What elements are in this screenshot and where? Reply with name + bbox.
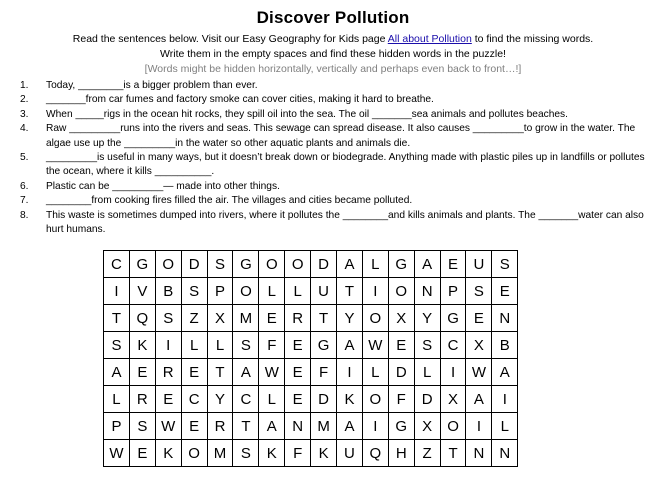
grid-cell[interactable]: O [440,413,466,440]
grid-cell[interactable]: Z [414,440,440,467]
grid-cell[interactable]: L [492,413,518,440]
grid-cell[interactable]: S [233,332,259,359]
grid-cell[interactable]: M [207,440,233,467]
grid-cell[interactable]: F [388,386,414,413]
question-number: 4. [20,123,29,135]
grid-cell[interactable]: W [259,359,285,386]
grid-cell[interactable]: I [492,386,518,413]
grid-cell[interactable]: Y [414,305,440,332]
grid-cell[interactable]: I [155,332,181,359]
question-item [20,108,650,122]
grid-cell[interactable]: S [414,332,440,359]
grid-cell[interactable]: W [466,359,492,386]
question-text: Raw _________runs into the rivers and seas. This sewage can spread disease. It also causes _________to grow in the water. The algae use up the _________in the water so other aquatic plants and animals die. [46,123,636,149]
grid-row [104,251,518,278]
grid-cell[interactable]: E [259,305,285,332]
grid-cell[interactable]: O [362,386,388,413]
grid-cell[interactable]: L [285,278,311,305]
grid-cell[interactable]: M [233,305,259,332]
grid-cell[interactable]: E [129,440,155,467]
grid-cell[interactable]: E [129,359,155,386]
hint-note: [Words might be hidden horizontally, vertically and perhaps even back to front…!] [144,63,522,75]
question-item [20,194,650,208]
question-text: This waste is sometimes dumped into rivers, where it pollutes the ________and kills animals and plants. The _______water can also hurt humans. [46,209,644,236]
grid-cell[interactable]: I [440,359,466,386]
grid-cell[interactable]: N [492,305,518,332]
grid-cell[interactable]: S [104,332,130,359]
grid-cell[interactable]: C [233,386,259,413]
grid-cell[interactable]: U [337,440,363,467]
grid-cell[interactable]: U [311,278,337,305]
grid-cell[interactable]: X [388,305,414,332]
grid-row [104,305,518,332]
grid-cell[interactable]: A [414,251,440,278]
grid-cell[interactable]: E [181,413,207,440]
grid-cell[interactable]: Q [129,305,155,332]
question-number: 8. [20,209,29,221]
grid-cell[interactable]: I [466,413,492,440]
grid-cell[interactable]: N [492,440,518,467]
grid-cell[interactable]: E [181,359,207,386]
grid-cell[interactable]: R [207,413,233,440]
instructions-line-2: Write them in the empty spaces and find these hidden words in the puzzle! [160,48,506,60]
grid-cell[interactable]: G [311,332,337,359]
grid-cell[interactable]: E [388,332,414,359]
grid-cell[interactable]: G [388,251,414,278]
grid-cell[interactable]: L [259,386,285,413]
grid-cell[interactable]: X [414,413,440,440]
grid-cell[interactable]: D [311,386,337,413]
grid-cell[interactable]: F [285,440,311,467]
grid-cell[interactable]: P [207,278,233,305]
grid-cell[interactable]: O [155,251,181,278]
question-number: 5. [20,152,29,164]
grid-cell[interactable]: S [155,305,181,332]
grid-cell[interactable]: L [104,386,130,413]
grid-cell[interactable]: V [129,278,155,305]
grid-cell[interactable]: K [259,440,285,467]
grid-cell[interactable]: W [104,440,130,467]
question-text: When _____rigs in the ocean hit rocks, they spill oil into the sea. The oil _______sea animals and pollutes beaches. [46,108,568,120]
grid-cell[interactable]: E [155,386,181,413]
grid-row [104,386,518,413]
grid-cell[interactable]: G [233,251,259,278]
grid-cell[interactable]: Y [337,305,363,332]
grid-row [104,332,518,359]
grid-cell[interactable]: B [492,332,518,359]
grid-cell[interactable]: A [337,413,363,440]
grid-cell[interactable]: O [181,440,207,467]
question-number: 1. [20,80,29,91]
grid-cell[interactable]: O [362,305,388,332]
grid-cell[interactable]: T [233,413,259,440]
grid-cell[interactable]: H [388,440,414,467]
grid-cell[interactable]: A [492,359,518,386]
grid-cell[interactable]: F [259,332,285,359]
grid-cell[interactable]: T [440,440,466,467]
grid-cell[interactable]: N [414,278,440,305]
grid-cell[interactable]: L [362,251,388,278]
grid-cell[interactable]: E [285,332,311,359]
grid-cell[interactable]: I [362,413,388,440]
grid-cell[interactable]: X [207,305,233,332]
grid-cell[interactable]: L [362,359,388,386]
instructions-text-end: to find the missing words. [471,33,594,45]
grid-cell[interactable]: A [259,413,285,440]
grid-cell[interactable]: K [311,440,337,467]
grid-cell[interactable]: B [155,278,181,305]
pollution-page-link[interactable]: All about Pollution [387,33,472,45]
instructions-line-1 [0,32,666,47]
instructions [0,32,666,77]
grid-row [104,413,518,440]
question-item [20,79,650,93]
grid-cell[interactable]: A [337,251,363,278]
question-number: 2. [20,94,29,106]
grid-cell[interactable]: L [207,332,233,359]
grid-cell[interactable]: N [285,413,311,440]
instructions-text: Read the sentences below. Visit our Easy Geography for Kids page [72,33,388,45]
grid-cell[interactable]: F [311,359,337,386]
grid-cell[interactable]: G [129,251,155,278]
grid-cell[interactable]: L [181,332,207,359]
grid-cell[interactable]: O [285,251,311,278]
grid-cell[interactable]: C [181,386,207,413]
question-text: Plastic can be _________— made into other things. [46,180,280,192]
grid-row [104,359,518,386]
word-search-grid [103,250,518,467]
question-item [20,151,650,180]
grid-cell[interactable]: O [388,278,414,305]
grid-cell[interactable]: R [285,305,311,332]
grid-cell[interactable]: E [492,278,518,305]
grid-cell[interactable]: C [440,332,466,359]
grid-cell[interactable]: M [311,413,337,440]
grid-cell[interactable]: D [311,251,337,278]
question-number: 6. [20,180,29,192]
grid-cell[interactable]: W [362,332,388,359]
question-item [20,93,650,107]
question-item [20,122,650,151]
grid-cell[interactable]: A [337,332,363,359]
question-item [20,209,650,238]
grid-cell[interactable]: I [362,278,388,305]
question-text: ________from cooking fires filled the air. The villages and cities became polluted. [46,195,413,207]
grid-cell[interactable]: T [311,305,337,332]
grid-cell[interactable]: A [466,386,492,413]
grid-cell[interactable]: T [207,359,233,386]
grid-cell[interactable]: C [104,251,130,278]
grid-cell[interactable]: K [155,440,181,467]
question-number: 3. [20,108,29,120]
grid-cell[interactable]: N [466,440,492,467]
grid-cell[interactable]: E [466,305,492,332]
grid-cell[interactable]: K [337,386,363,413]
grid-cell[interactable]: D [388,359,414,386]
grid-cell[interactable]: A [104,359,130,386]
grid-cell[interactable]: P [440,278,466,305]
question-number: 7. [20,195,29,207]
grid-cell[interactable]: S [466,278,492,305]
page-title: Discover Pollution [256,8,410,27]
grid-cell[interactable]: S [492,251,518,278]
grid-cell[interactable]: S [129,413,155,440]
question-text: Today, ________is a bigger problem than ever. [46,80,258,91]
grid-cell[interactable]: L [259,278,285,305]
grid-cell[interactable]: X [440,386,466,413]
grid-cell[interactable]: T [337,278,363,305]
grid-cell[interactable]: Z [181,305,207,332]
grid-cell[interactable]: P [104,413,130,440]
grid-cell[interactable]: R [129,386,155,413]
grid-cell[interactable]: O [233,278,259,305]
grid-cell[interactable]: K [129,332,155,359]
grid-cell[interactable]: E [285,386,311,413]
grid-row [104,278,518,305]
grid-cell[interactable]: I [337,359,363,386]
grid-cell[interactable]: G [440,305,466,332]
grid-cell[interactable]: U [466,251,492,278]
grid-cell[interactable]: S [181,278,207,305]
question-item [20,180,650,194]
grid-cell[interactable]: W [155,413,181,440]
grid-cell[interactable]: Q [362,440,388,467]
grid-cell[interactable]: O [259,251,285,278]
grid-cell[interactable]: G [388,413,414,440]
grid-row [104,440,518,467]
grid-cell[interactable]: E [440,251,466,278]
grid-cell[interactable]: D [181,251,207,278]
grid-cell[interactable]: Y [207,386,233,413]
grid-cell[interactable]: T [104,305,130,332]
grid-cell[interactable]: D [414,386,440,413]
grid-cell[interactable]: X [466,332,492,359]
question-text: _________is useful in many ways, but it doesn’t break down or biodegrade. Anything made with plastic piles up in landfills or pollutes the ocean, where it kills __________. [46,152,645,178]
grid-cell[interactable]: L [414,359,440,386]
grid-cell[interactable]: I [104,278,130,305]
grid-cell[interactable]: S [207,251,233,278]
grid-cell[interactable]: R [155,359,181,386]
question-list [20,79,650,237]
grid-cell[interactable]: A [233,359,259,386]
grid-cell[interactable]: E [285,359,311,386]
question-text: _______from car fumes and factory smoke can cover cities, making it hard to breathe. [46,94,434,106]
grid-cell[interactable]: S [233,440,259,467]
